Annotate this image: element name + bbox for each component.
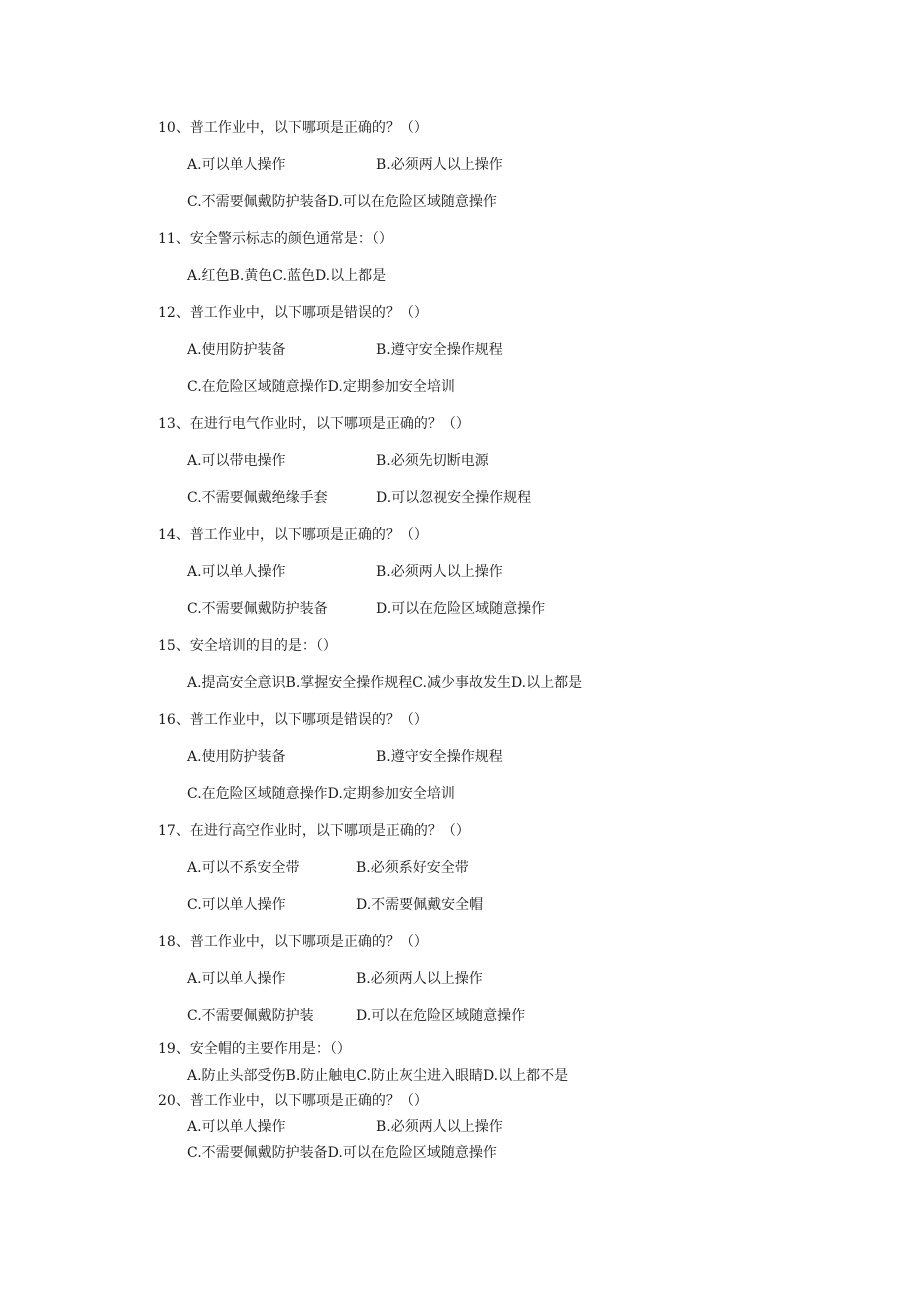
question-11: 11、安全警示标志的颜色通常是：（） bbox=[158, 231, 393, 247]
q16-option-a: A.使用防护装备 bbox=[187, 749, 286, 765]
q13-option-d: D.可以忽视安全操作规程 bbox=[376, 490, 532, 506]
q17-option-d: D.不需要佩戴安全帽 bbox=[356, 897, 484, 913]
q15-options: A.提高安全意识B.掌握安全操作规程C.减少事故发生D.以上都是 bbox=[187, 675, 583, 691]
q10-option-a: A.可以单人操作 bbox=[187, 157, 286, 173]
q14-option-b: B.必须两人以上操作 bbox=[376, 564, 503, 580]
q16-option-b: B.遵守安全操作规程 bbox=[376, 749, 503, 765]
question-20: 20、普工作业中，以下哪项是正确的？（） bbox=[158, 1093, 428, 1109]
question-19: 19、安全帽的主要作用是：（） bbox=[158, 1041, 351, 1057]
q20-option-a: A.可以单人操作 bbox=[187, 1119, 286, 1135]
q20-option-b: B.必须两人以上操作 bbox=[376, 1119, 503, 1135]
q17-option-c: C.可以单人操作 bbox=[187, 897, 286, 913]
question-13: 13、在进行电气作业时，以下哪项是正确的？（） bbox=[158, 416, 470, 432]
question-10: 10、普工作业中，以下哪项是正确的？（） bbox=[158, 120, 428, 136]
q12-option-b: B.遵守安全操作规程 bbox=[376, 342, 503, 358]
q19-options: A.防止头部受伤B.防止触电C.防止灰尘进入眼睛D.以上都不是 bbox=[187, 1068, 569, 1084]
q14-option-a: A.可以单人操作 bbox=[187, 564, 286, 580]
q10-options-cd: C.不需要佩戴防护装备D.可以在危险区域随意操作 bbox=[187, 194, 497, 210]
q17-option-a: A.可以不系安全带 bbox=[187, 860, 300, 876]
q13-option-b: B.必须先切断电源 bbox=[376, 453, 489, 469]
question-15: 15、安全培训的目的是：（） bbox=[158, 638, 337, 654]
q13-option-c: C.不需要佩戴绝缘手套 bbox=[187, 490, 328, 506]
q16-options-cd: C.在危险区域随意操作D.定期参加安全培训 bbox=[187, 786, 455, 802]
question-18: 18、普工作业中，以下哪项是正确的？（） bbox=[158, 934, 428, 950]
q18-option-b: B.必须两人以上操作 bbox=[356, 971, 483, 987]
q20-options-cd: C.不需要佩戴防护装备D.可以在危险区域随意操作 bbox=[187, 1145, 497, 1161]
q14-option-d: D.可以在危险区域随意操作 bbox=[376, 601, 546, 617]
q18-option-c: C.不需要佩戴防护装 bbox=[187, 1008, 314, 1024]
question-14: 14、普工作业中，以下哪项是正确的？（） bbox=[158, 527, 428, 543]
q13-option-a: A.可以带电操作 bbox=[187, 453, 286, 469]
q18-option-a: A.可以单人操作 bbox=[187, 971, 286, 987]
q18-option-d: D.可以在危险区域随意操作 bbox=[356, 1008, 526, 1024]
q14-option-c: C.不需要佩戴防护装备 bbox=[187, 601, 328, 617]
q10-option-b: B.必须两人以上操作 bbox=[376, 157, 503, 173]
q17-option-b: B.必须系好安全带 bbox=[356, 860, 469, 876]
q12-option-a: A.使用防护装备 bbox=[187, 342, 286, 358]
question-12: 12、普工作业中，以下哪项是错误的？（） bbox=[158, 305, 428, 321]
q11-options: A.红色B.黄色C.蓝色D.以上都是 bbox=[187, 268, 387, 284]
question-17: 17、在进行高空作业时，以下哪项是正确的？（） bbox=[158, 823, 470, 839]
q12-options-cd: C.在危险区域随意操作D.定期参加安全培训 bbox=[187, 379, 455, 395]
question-16: 16、普工作业中，以下哪项是错误的？（） bbox=[158, 712, 428, 728]
